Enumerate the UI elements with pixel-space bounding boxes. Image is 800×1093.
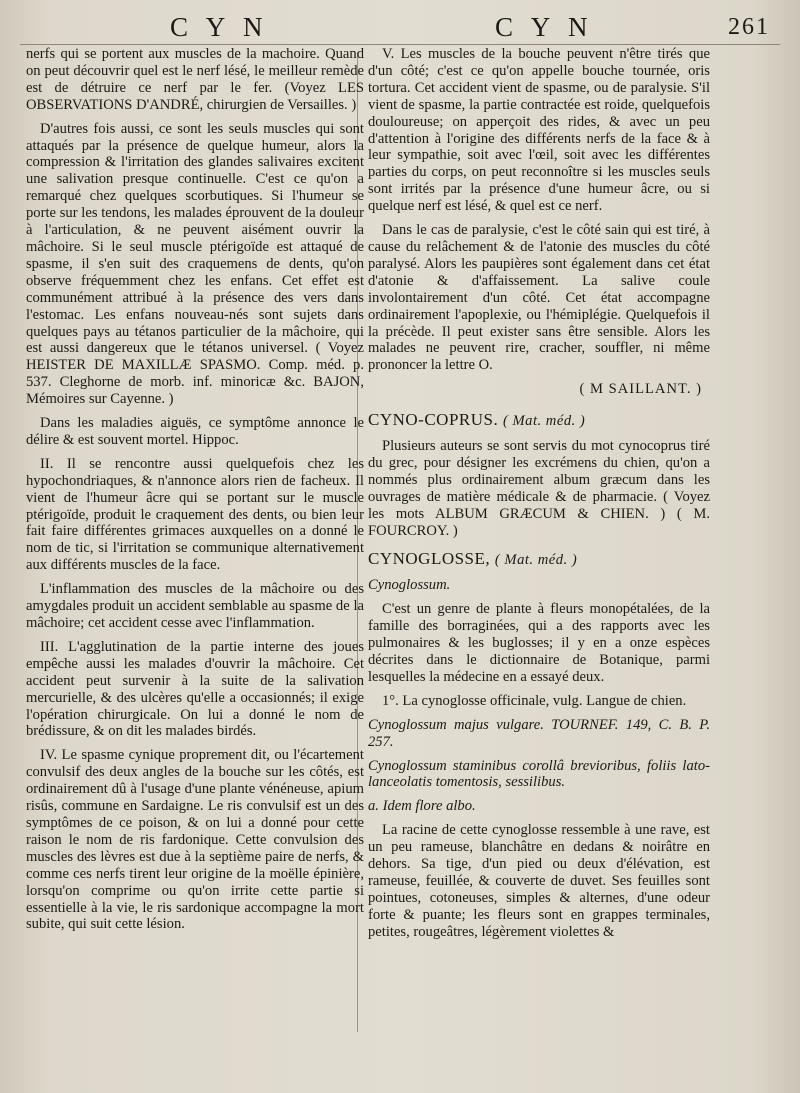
entry-category: ( Mat. méd. ) bbox=[494, 552, 578, 569]
entry-title: CYNO-COPRUS. bbox=[368, 410, 499, 430]
paragraph: 1°. La cynoglosse officinale, vulg. Langue de chien. bbox=[382, 692, 687, 709]
paragraph: II. Il se rencontre aussi quelquefois chez les hypochondriaques, & n'annonce alors rien de facheux. Il vient de l'humeur âcre qui se portant sur le muscle ptérigoïde, produit le craquement des dents, ou bien leur fait faire différentes grimaces auxquelles on a donné le nom de tic, si l'irritation se communique alternativement aux différents muscles de la face. bbox=[26, 455, 364, 574]
paragraph: La racine de cette cynoglosse ressemble à une rave, est un peu rameuse, blanchâtre en dedans & noirâtre en dehors. Sa tige, d'un pied ou deux d'élévation, est rameuse, feuillée, & couverte de duvet. Ses feuilles sont pointues, cotoneuses, simples & alternes, d'une odeur forte & puante; les fleurs sont en grappes terminales, petites, rougeâtres, légèrement violettes & bbox=[368, 822, 710, 940]
paragraph: Dans les maladies aiguës, ce symptôme annonce le délire & est souvent mortel. Hippoc. bbox=[26, 415, 364, 448]
latin-reference: Cynoglossum staminibus corollâ brevioribus, foliis lato-lanceolatis tomentosis, sessilibus. bbox=[368, 757, 710, 791]
left-running-title: C Y N bbox=[170, 12, 269, 42]
paragraph: L'inflammation des muscles de la mâchoire ou des amygdales produit un accident semblable au spasme de la mâchoire; cet accident cesse avec l'inflammation. bbox=[26, 581, 364, 631]
paragraph: III. L'agglutination de la partie interne des joues empêche aussi les malades d'ouvrir la mâchoire. Cet accident peut survenir à la suite de la salivation mercurielle, & des ulcères qu'elle a occasionnés; il exige l'opération chirurgicale. On lui a donné le nom de brédissure, & on dit les malades birdés. bbox=[26, 638, 364, 740]
entry-category: ( Mat. méd. ) bbox=[502, 413, 586, 430]
paragraph: D'autres fois aussi, ce sont les seuls muscles qui sont attaqués par la présence de quelque humeur, alors la compression & l'irritation des glandes salivaires excitent une salivation presque continuelle. C'est ce qu'on a remarqué chez quelques scorbutiques. Si l'humeur se porte sur les tendons, les malades éprouvent de la douleur à l'articulation, & ne peuvent aisément ouvrir la mâchoire. Si le seul muscle ptérigoïde est attaqué de spasme, il s'en suit des craquemens de dents, qu'on observe fréquemment chez les enfans. Cet effet est communément attribué à la présence des vers dans l'estomac. Les enfans nouveau-nés sont sujets dans quelques pays au tétanos particulier de la mâchoire, qui est aussi dangereux que le tétanos universel. ( Voyez HEISTER DE MAXILLÆ SPASMO. Comp. méd. p. 537. Cleghorne de morb. inf. minoricæ &c. BAJON, Mémoires sur Cayenne. ) bbox=[26, 120, 364, 408]
right-column bbox=[368, 46, 710, 948]
paragraph: Plusieurs auteurs se sont servis du mot cynocoprus tiré du grec, pour désigner les excrémens du chien, qu'on a nommés plus ordinairement album græcum dans les ouvrages de matière médicale & de pharmacie. ( Voyez les mots ALBUM GRÆCUM & CHIEN. ) ( M. FOURCROY. ) bbox=[368, 438, 710, 539]
entry-heading-cynoglosse bbox=[368, 551, 710, 569]
paragraph: nerfs qui se portent aux muscles de la machoire. Quand on peut découvrir quel est le nerf lésé, le meilleur remède est de détruire ce nerf par le fer. (Voyez LES OBSERVATIONS D'ANDRÉ, chirurgien de Versailles. ) bbox=[26, 46, 364, 113]
entry-heading-cyno-coprus bbox=[368, 412, 710, 430]
left-column bbox=[26, 46, 364, 940]
paragraph: IV. Le spasme cynique proprement dit, ou l'écartement convulsif des deux angles de la bouche sur les côtés, est ordinairement dû à l'usage d'une plante vénéneuse, apium risûs, commune en Sardaigne. Le ris convulsif est un des symptômes de ce poison, & on lui a donné pour cette raison le nom de ris fardonique. Cette convulsion des muscles des lèvres est due à la septième paire de nerfs, & comme ces nerfs tirent leur origine de la moëlle épinière, lorsqu'on comprime ou qu'on irrite cette partie si essentielle à la vie, le ris sardonique accompagne la mort subite, qui suit cette lésion. bbox=[26, 747, 364, 933]
latin-reference: Cynoglossum majus vulgare. TOURNEF. 149, C. B. P. 257. bbox=[368, 716, 710, 750]
paragraph: V. Les muscles de la bouche peuvent n'être tirés que d'un côté; c'est ce qu'on appelle bouche tournée, oris tortura. Cet accident vient de spasme, ou de paralysie. S'il vient de spasme, la partie contractée est roide, quelquefois douloureuse; on apperçoit des rides, & avec un peu d'attention à l'origine des différents nerfs de la face & à leur sympathie, soit avec l'œil, soit avec les différentes parties du corps, on peut reconnoître si les muscles seuls sont irrités par la présence d'une humeur âcre, ou si quelque nerf est lésé, & quel est ce nerf. bbox=[368, 46, 710, 215]
latin-name: Cynoglossum. bbox=[368, 577, 451, 594]
paragraph: C'est un genre de plante à fleurs monopétalées, de la famille des borraginées, qui a des rapports avec les pulmonaires & les buglosses; il y en a onze espèces décrites dans le dictionnaire de Botanique, parmi lesquelles la médecine en a essayé deux. bbox=[368, 601, 710, 685]
paragraph: Dans le cas de paralysie, c'est le côté sain qui est tiré, à cause du relâchement & de l'atonie des muscles du côté paralysé. Alors les paupières sont également dans cet état d'atonie & d'affaissement. La salive coule involontairement d'un côté. Cet état accompagne ordinairement l'apoplexie, ou l'hémiplégie. Quelquefois il la précède. Il peut exister sans être sensible. Alors les malades ne peuvent rire, cracher, souffler, ni même prononcer la lettre O. bbox=[368, 222, 710, 374]
latin-reference: a. Idem flore albo. bbox=[368, 798, 476, 815]
page-number: 261 bbox=[728, 14, 770, 40]
running-header bbox=[0, 12, 800, 42]
entry-title: CYNOGLOSSE, bbox=[368, 549, 491, 569]
right-running-title: C Y N bbox=[495, 12, 594, 42]
header-rule bbox=[20, 44, 780, 45]
author-signature: ( M SAILLANT. ) bbox=[579, 381, 702, 398]
